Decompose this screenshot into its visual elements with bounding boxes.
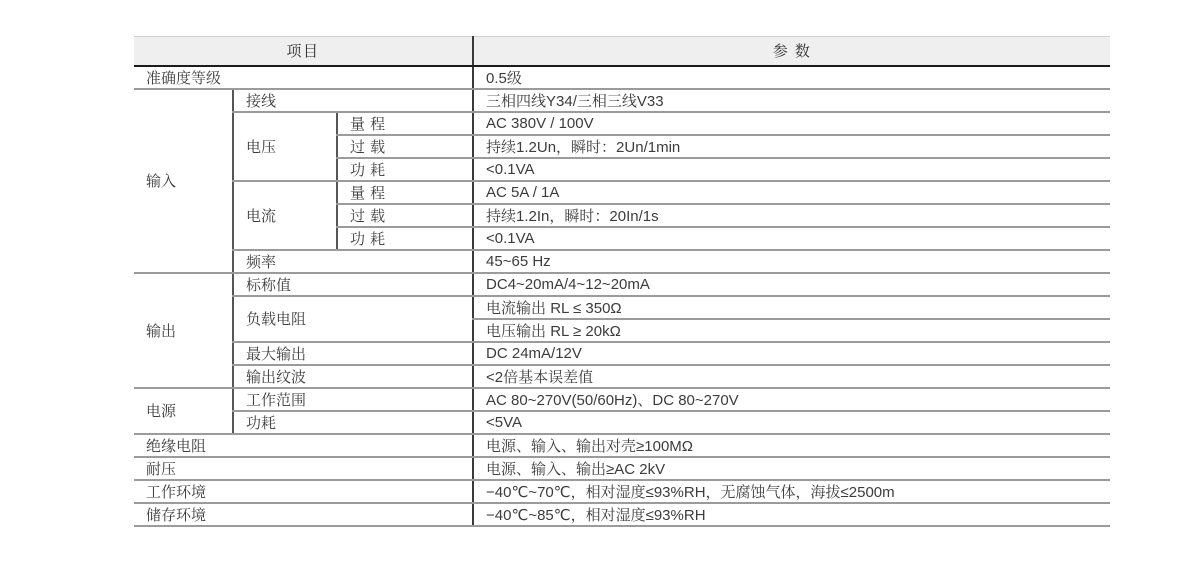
row-value-load-resistance-current: 电流输出 RL ≤ 350Ω bbox=[473, 296, 1110, 319]
table-row bbox=[134, 434, 1110, 457]
row-value-withstand: 电源、输入、输出≥AC 2kV bbox=[473, 457, 1110, 480]
row-value-load-resistance-voltage: 电压输出 RL ≥ 20kΩ bbox=[473, 319, 1110, 342]
row-value-voltage-range: AC 380V / 100V bbox=[473, 112, 1110, 135]
spec-table bbox=[134, 36, 1110, 527]
group-label-input: 输入 bbox=[134, 89, 233, 273]
row-value-ripple: <2倍基本误差值 bbox=[473, 365, 1110, 388]
row-label-working-range: 工作范围 bbox=[233, 388, 473, 411]
table-row bbox=[134, 480, 1110, 503]
row-label-nominal: 标称值 bbox=[233, 273, 473, 296]
table-row bbox=[134, 296, 1110, 319]
row-value-frequency: 45~65 Hz bbox=[473, 250, 1110, 273]
table-row bbox=[134, 89, 1110, 112]
table-row bbox=[134, 250, 1110, 273]
row-value-insulation: 电源、输入、输出对壳≥100MΩ bbox=[473, 434, 1110, 457]
table-row bbox=[134, 181, 1110, 204]
group-label-voltage: 电压 bbox=[233, 112, 337, 181]
group-label-output: 输出 bbox=[134, 273, 233, 388]
row-label-withstand: 耐压 bbox=[134, 457, 473, 480]
row-label-insulation: 绝缘电阻 bbox=[134, 434, 473, 457]
row-label-voltage-overload: 过 载 bbox=[337, 135, 473, 158]
table-row bbox=[134, 365, 1110, 388]
row-label-accuracy: 准确度等级 bbox=[134, 66, 473, 89]
row-value-current-power: <0.1VA bbox=[473, 227, 1110, 250]
row-label-ripple: 输出纹波 bbox=[233, 365, 473, 388]
row-value-wiring: 三相四线Y34/三相三线V33 bbox=[473, 89, 1110, 112]
row-value-supply-consumption: <5VA bbox=[473, 411, 1110, 434]
row-value-working-range: AC 80~270V(50/60Hz)、DC 80~270V bbox=[473, 388, 1110, 411]
row-label-voltage-power: 功 耗 bbox=[337, 158, 473, 181]
column-header-param: 参 数 bbox=[473, 37, 1110, 66]
group-label-current: 电流 bbox=[233, 181, 337, 250]
table-row bbox=[134, 503, 1110, 526]
row-value-storage-env: −40℃~85℃，相对湿度≤93%RH bbox=[473, 503, 1110, 526]
row-value-accuracy: 0.5级 bbox=[473, 66, 1110, 89]
table-header-row bbox=[134, 37, 1110, 66]
table-row bbox=[134, 112, 1110, 135]
row-label-frequency: 频率 bbox=[233, 250, 473, 273]
row-label-supply-consumption: 功耗 bbox=[233, 411, 473, 434]
row-label-current-range: 量 程 bbox=[337, 181, 473, 204]
row-value-nominal: DC4~20mA/4~12~20mA bbox=[473, 273, 1110, 296]
table-row bbox=[134, 411, 1110, 434]
column-header-item: 项目 bbox=[134, 37, 473, 66]
row-value-voltage-power: <0.1VA bbox=[473, 158, 1110, 181]
table-row bbox=[134, 457, 1110, 480]
row-value-max-output: DC 24mA/12V bbox=[473, 342, 1110, 365]
group-label-power-supply: 电源 bbox=[134, 388, 233, 434]
row-label-wiring: 接线 bbox=[233, 89, 473, 112]
table-row bbox=[134, 66, 1110, 89]
row-label-max-output: 最大输出 bbox=[233, 342, 473, 365]
row-value-current-overload: 持续1.2In，瞬时：20In/1s bbox=[473, 204, 1110, 227]
row-value-working-env: −40℃~70℃，相对湿度≤93%RH，无腐蚀气体，海拔≤2500m bbox=[473, 480, 1110, 503]
row-label-current-power: 功 耗 bbox=[337, 227, 473, 250]
row-value-voltage-overload: 持续1.2Un，瞬时：2Un/1min bbox=[473, 135, 1110, 158]
row-label-voltage-range: 量 程 bbox=[337, 112, 473, 135]
row-value-current-range: AC 5A / 1A bbox=[473, 181, 1110, 204]
table-row bbox=[134, 388, 1110, 411]
row-label-working-env: 工作环境 bbox=[134, 480, 473, 503]
table-row bbox=[134, 273, 1110, 296]
row-label-storage-env: 储存环境 bbox=[134, 503, 473, 526]
row-label-current-overload: 过 载 bbox=[337, 204, 473, 227]
table-row bbox=[134, 342, 1110, 365]
row-label-load-resistance: 负载电阻 bbox=[233, 296, 473, 342]
